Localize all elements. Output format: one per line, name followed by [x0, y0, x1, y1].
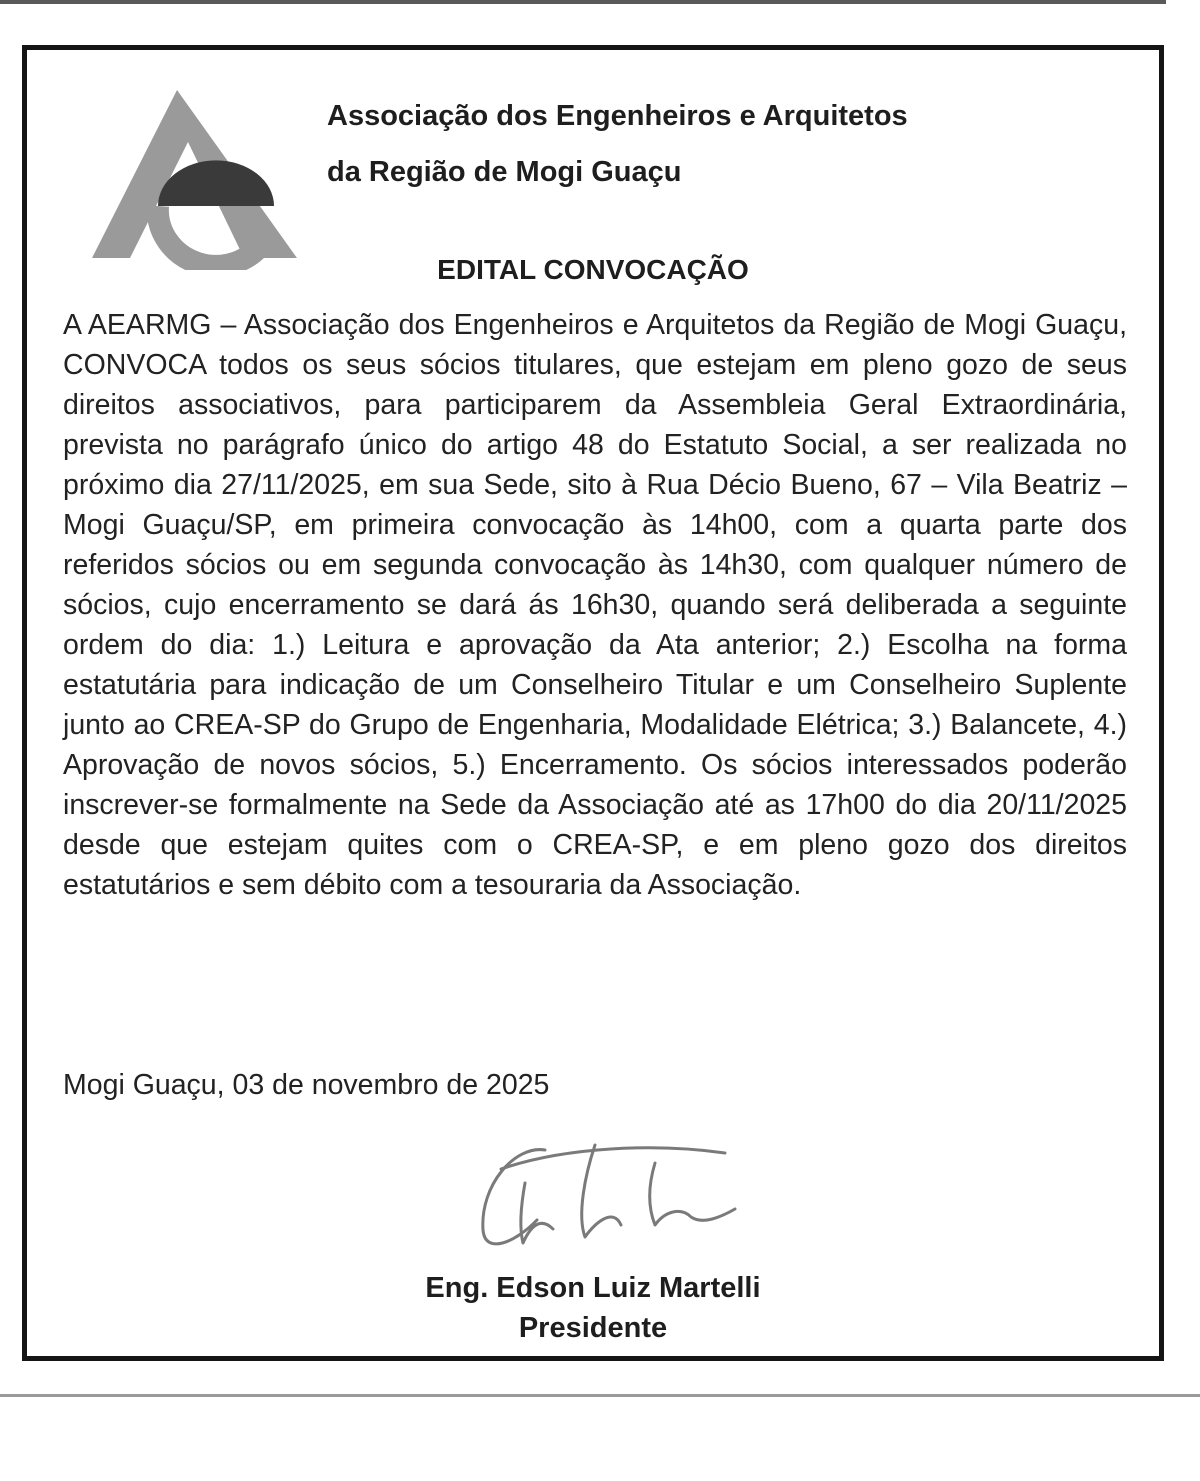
- place-date: Mogi Guaçu, 03 de novembro de 2025: [63, 1069, 550, 1101]
- aearmg-logo-icon: [92, 90, 302, 270]
- bottom-divider: [0, 1394, 1200, 1397]
- organization-name: [327, 88, 1127, 200]
- organization-name-line2: da Região de Mogi Guaçu: [327, 156, 682, 188]
- notice-frame: [22, 45, 1164, 1361]
- notice-title: EDITAL CONVOCAÇÃO: [437, 254, 749, 285]
- handwritten-signature-icon: [445, 1125, 745, 1275]
- signer-role: Presidente: [518, 1312, 668, 1344]
- signer-block: [27, 1268, 1159, 1348]
- organization-name-line1: Associação dos Engenheiros e Arquitetos: [327, 100, 908, 132]
- notice-body: A AEARMG – Associação dos Engenheiros e Arquitetos da Região de Mogi Guaçu, CONVOCA todos os seus sócios titulares, que estejam em pleno gozo de seus direitos associativos, para participarem da Assembleia Geral Extraordinária, prevista no parágrafo único do artigo 48 do Estatuto Social, a ser realizada no próximo dia 27/11/2025, em sua Sede, sito à Rua Décio Bueno, 67 – Vila Beatriz – Mogi Guaçu/SP, em primeira convocação às 14h00, com a quarta parte dos referidos sócios ou em segunda convocação às 14h30, com qualquer número de sócios, cujo encerramento se dará ás 16h30, quando será deliberada a seguinte ordem do dia: 1.) Leitura e aprovação da Ata anterior; 2.) Escolha na forma estatutária para indicação de um Conselheiro Titular e um Conselheiro Suplente junto ao CREA-SP do Grupo de Engenharia, Modalidade Elétrica; 3.) Balancete, 4.) Aprovação de novos sócios, 5.) Encerramento. Os sócios interessados poderão inscrever-se formalmente na Sede da Associação até as 17h00 do dia 20/11/2025 desde que estejam quites com o CREA-SP, e em pleno gozo dos direitos estatutários e sem débito com a tesouraria da Associação.: [63, 309, 1127, 901]
- signer-name: Eng. Edson Luiz Martelli: [425, 1272, 761, 1304]
- top-divider: [0, 0, 1166, 4]
